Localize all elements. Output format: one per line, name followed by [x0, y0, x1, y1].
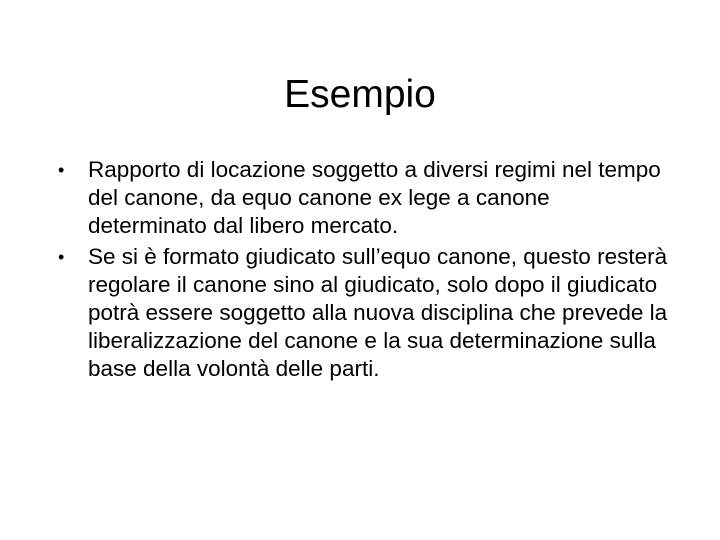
- bullet-symbol: •: [58, 160, 65, 180]
- bullet-list: [58, 156, 668, 386]
- bullet-item: [58, 156, 668, 240]
- bullet-text: Se si è formato giudicato sull’equo canone, questo resterà regolare il canone sino al giudicato, solo dopo il giudicato potrà essere soggetto alla nuova disciplina che prevede la liberalizzazione del canone e la sua determinazione sulla base della volontà delle parti.: [88, 244, 668, 381]
- bullet-text: Rapporto di locazione soggetto a diversi regimi nel tempo del canone, da equo canone ex lege a canone determinato dal libero mercato.: [88, 157, 661, 238]
- slide-title: Esempio: [284, 73, 436, 116]
- bullet-item: [58, 243, 668, 383]
- bullet-symbol: •: [58, 247, 65, 267]
